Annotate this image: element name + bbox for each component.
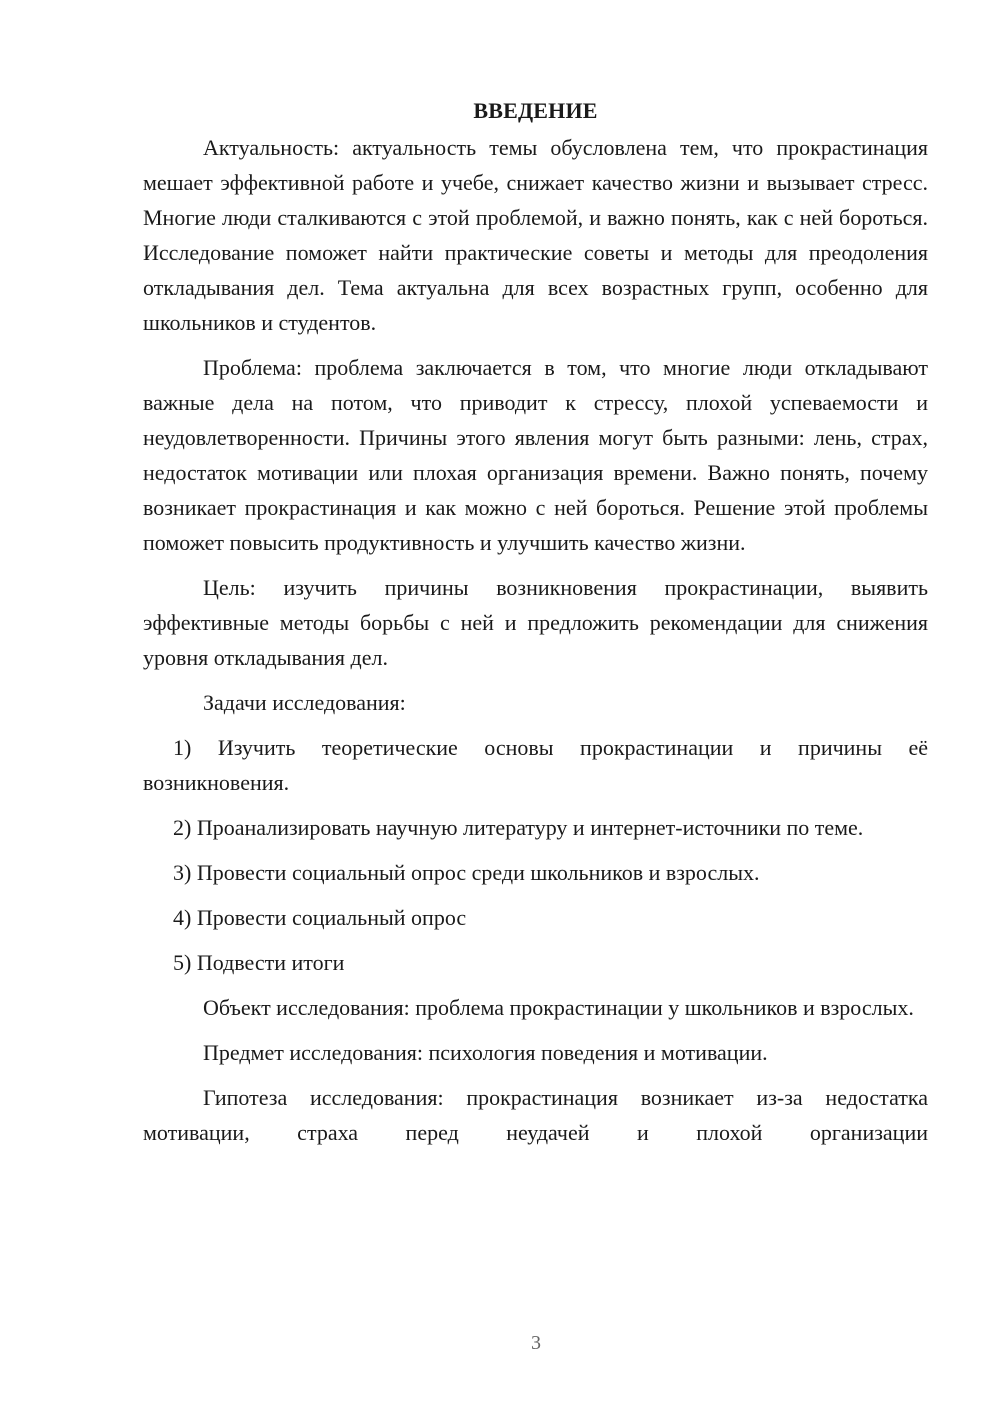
section-title: ВВЕДЕНИЕ [473, 98, 598, 123]
document-page [143, 92, 928, 1160]
task-item: 1) Изучить теоретические основы прокрастинации и причины её возникновения. [143, 735, 928, 795]
subject-paragraph: Предмет исследования: психология поведения и мотивации. [203, 1040, 768, 1065]
task-item: 3) Провести социальный опрос среди школьников и взрослых. [173, 860, 760, 885]
task-item: 2) Проанализировать научную литературу и интернет-источники по теме. [173, 815, 864, 840]
object-paragraph: Объект исследования: проблема прокрастинации у школьников и взрослых. [203, 995, 914, 1020]
task-item: 5) Подвести итоги [173, 950, 345, 975]
hypothesis-paragraph: Гипотеза исследования: прокрастинация возникает из-за недостатка мотивации, страха перед неудачей и плохой организации [143, 1085, 928, 1145]
page-number: 3 [531, 1332, 541, 1354]
problem-paragraph: Проблема: проблема заключается в том, что многие люди откладывают важные дела на потом, что приводит к стрессу, плохой успеваемости и неудовлетворенности. Причины этого явления могут быть разными: лень, страх, недостаток мотивации или плохая организация времени. Важно понять, почему возникает прокрастинация и как можно с ней бороться. Решение этой проблемы поможет повысить продуктивность и улучшить качество жизни. [143, 355, 928, 555]
task-item: 4) Провести социальный опрос [173, 905, 467, 930]
goal-paragraph: Цель: изучить причины возникновения прокрастинации, выявить эффективные методы борьбы с ней и предложить рекомендации для снижения уровня откладывания дел. [143, 575, 928, 670]
tasks-heading: Задачи исследования: [203, 690, 406, 715]
relevance-paragraph: Актуальность: актуальность темы обусловлена тем, что прокрастинация мешает эффективной работе и учебе, снижает качество жизни и вызывает стресс. Многие люди сталкиваются с этой проблемой, и важно понять, как с ней бороться. Исследование поможет найти практические советы и методы для преодоления откладывания дел. Тема актуальна для всех возрастных групп, особенно для школьников и студентов. [143, 135, 928, 335]
